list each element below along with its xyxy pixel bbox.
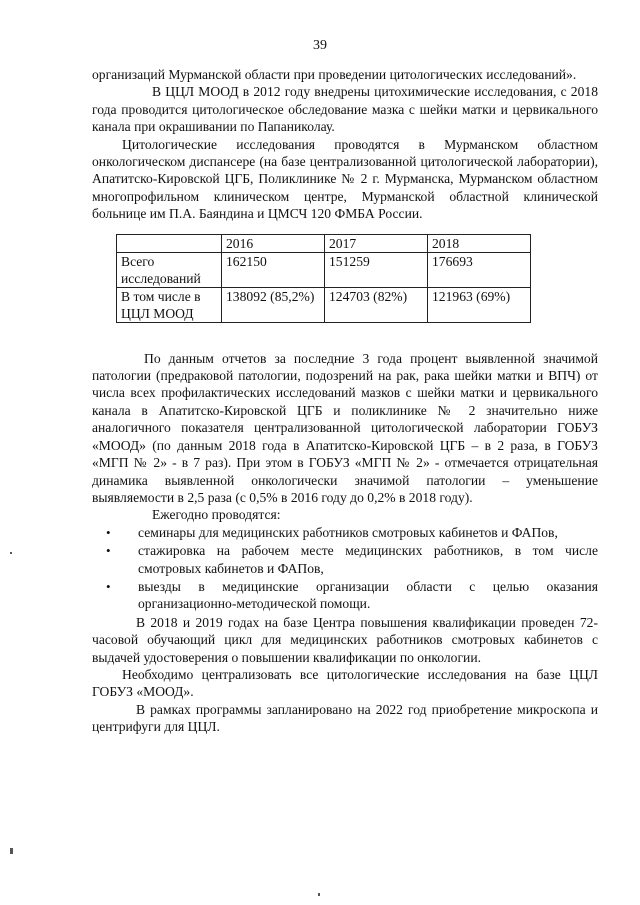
table-row bbox=[117, 287, 531, 322]
list-item-text: стажировка на рабочем месте медицинских работников, в том числе смотровых кабинетов и ФАПов, bbox=[138, 543, 598, 576]
paragraph-training: В 2018 и 2019 годах на базе Центра повышения квалификации проведен 72-часовой обучающий цикл для медицинских работников смотровых кабинетов с выдачей удостоверения о повышении квалификации по онкологии. bbox=[92, 614, 598, 665]
document-body bbox=[92, 66, 598, 736]
statistics-table-wrapper bbox=[116, 234, 598, 323]
table-cell: 138092 (85,2%) bbox=[222, 287, 325, 322]
bullet-icon: • bbox=[106, 578, 111, 594]
paragraph-equipment-plan: В рамках программы запланировано на 2022 год приобретение микроскопа и центрифуги для ЦЦЛ. bbox=[92, 701, 598, 735]
bullet-icon: • bbox=[106, 543, 111, 559]
list-item bbox=[92, 524, 598, 541]
table-cell: 151259 bbox=[325, 252, 428, 287]
table-header-cell: 2018 bbox=[428, 234, 531, 252]
table-header-cell: 2017 bbox=[325, 234, 428, 252]
paragraph-locations: Цитологические исследования проводятся в Мурманском областном онкологическом диспансере (на базе централизованной цитологической лаборатории), Апатитско-Кировской ЦГБ, Поликлинике № 2 г. Мурманска, Мурманском областном многопрофильном клиническом центре, Мурманской областной клинической больнице им П.А. Баяндина и ЦМСЧ 120 ФМБА России. bbox=[92, 136, 598, 222]
list-item bbox=[92, 542, 598, 577]
table-header-cell: 2016 bbox=[222, 234, 325, 252]
table-cell: Всего исследований bbox=[117, 252, 222, 287]
table-cell: 162150 bbox=[222, 252, 325, 287]
table-cell: 176693 bbox=[428, 252, 531, 287]
paragraph-pathology-statistics: По данным отчетов за последние 3 года процент выявленной значимой патологии (предраковой патологии, подозрений на рак, рака шейки матки и ВПЧ) от числа всех профилактических исследований мазков с шейки матки и цервикального канала в Апатитско-Кировской ЦГБ и поликлинике № 2 значительно ниже аналогичного показателя централизованной цитологической лаборатории ГОБУЗ «МООД» (по данным 2018 года в Апатитско-Кировской ЦГБ – в 2 раза, в ГОБУЗ «МГП № 2» - в 7 раз). При этом в ГОБУЗ «МГП № 2» - отмечается отрицательная динамика выявленной онкологически значимой патологии – уменьшение выявляемости в 2,5 раза (с 0,5% в 2016 году до 0,2% в 2018 году). bbox=[92, 350, 598, 505]
scan-mark bbox=[10, 552, 12, 554]
table-header-cell bbox=[117, 234, 222, 252]
paragraph-intro: организаций Мурманской области при проведении цитологических исследований». bbox=[92, 67, 577, 82]
bullet-icon: • bbox=[106, 524, 111, 540]
table-row bbox=[117, 252, 531, 287]
scan-mark bbox=[318, 893, 320, 896]
paragraph-annual-events: Ежегодно проводятся: bbox=[152, 507, 281, 523]
paragraph-cytochemistry: В ЦЦЛ МООД в 2012 году внедрены цитохимические исследования, с 2018 года проводится цитологическое обследование мазка с шейки матки и цервикального канала при окрашивании по Папаниколау. bbox=[92, 84, 598, 135]
table-cell: В том числе в ЦЦЛ МООД bbox=[117, 287, 222, 322]
paragraph-centralization: Необходимо централизовать все цитологические исследования на базе ЦЦЛ ГОБУЗ «МООД». bbox=[92, 666, 598, 700]
events-list bbox=[92, 524, 598, 613]
page-number: 39 bbox=[313, 38, 327, 53]
table-cell: 124703 (82%) bbox=[325, 287, 428, 322]
scan-mark bbox=[10, 848, 13, 854]
table-cell: 121963 (69%) bbox=[428, 287, 531, 322]
statistics-table bbox=[116, 234, 531, 323]
list-item bbox=[92, 578, 598, 613]
table-header-row bbox=[117, 234, 531, 252]
list-item-text: выезды в медицинские организации области с целью оказания организационно-методической помощи. bbox=[138, 578, 598, 612]
list-item-text: семинары для медицинских работников смотровых кабинетов и ФАПов, bbox=[138, 524, 558, 540]
spacer bbox=[92, 323, 598, 350]
